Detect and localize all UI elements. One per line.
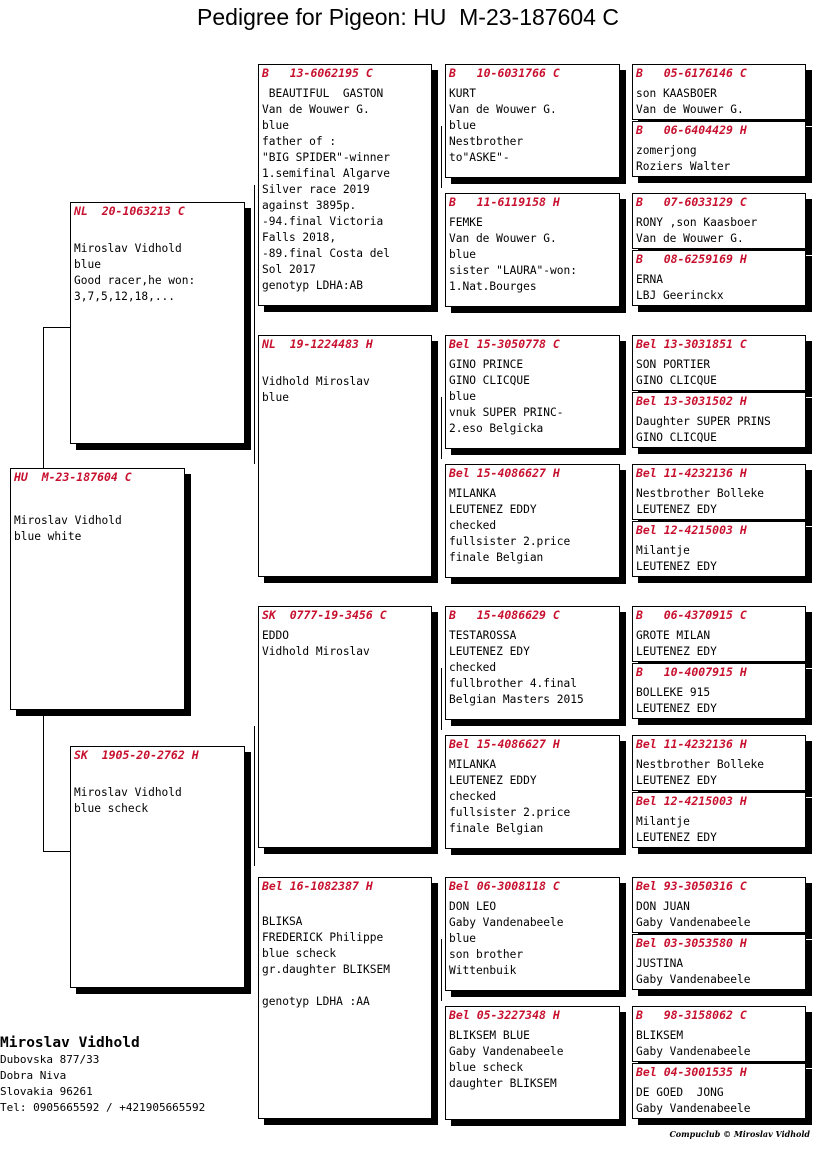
pigeon-card-g4-12 <box>632 792 806 848</box>
pigeon-card-g4-3 <box>632 193 806 249</box>
pigeon-card-g4-5 <box>632 335 806 391</box>
ring-number: Bel 13-3031502 H <box>636 394 747 408</box>
pigeon-info <box>262 628 429 660</box>
pigeon-info <box>636 414 803 446</box>
info-line: Nestbrother Bolleke <box>636 487 764 500</box>
pigeon-info <box>449 486 617 566</box>
info-line: Miroslav Vidhold <box>74 242 182 255</box>
info-line: blue <box>74 258 101 271</box>
info-line: KURT <box>449 87 476 100</box>
info-line: genotyp LDHA :AA <box>262 995 370 1008</box>
footer-credit: Compuclub © Miroslav Vidhold <box>669 1129 810 1139</box>
ring-number: Bel 05-3227348 H <box>449 1008 560 1022</box>
pigeon-card-g4-11 <box>632 735 806 791</box>
pigeon-info <box>449 215 617 295</box>
info-line: blue <box>449 248 476 261</box>
info-line: GINO CLICQUE <box>449 374 530 387</box>
info-line: GINO CLICQUE <box>636 374 717 387</box>
ring-number: Bel 12-4215003 H <box>636 794 747 808</box>
pigeon-info <box>636 956 803 988</box>
pigeon-info <box>74 241 242 305</box>
connector-line <box>441 939 442 1001</box>
pigeon-info <box>262 86 429 294</box>
pigeon-card-g4-8 <box>632 521 806 577</box>
pigeon-card-ffm <box>445 193 620 307</box>
pigeon-card-mmm <box>445 1006 620 1120</box>
info-line: finale Belgian <box>449 822 544 835</box>
pigeon-info <box>449 757 617 837</box>
ring-number: NL 19-1224483 H <box>262 337 373 351</box>
pigeon-card-g4-4 <box>632 250 806 306</box>
info-line: fullsister 2.price <box>449 806 571 819</box>
pigeon-info <box>636 757 803 789</box>
info-line: ERNA <box>636 273 663 286</box>
pigeon-info <box>14 513 182 545</box>
pigeon-info <box>449 1028 617 1092</box>
info-line: blue <box>262 391 289 404</box>
ring-number: Bel 15-3050778 C <box>449 337 560 351</box>
pigeon-info <box>449 86 617 166</box>
info-line: MILANKA <box>449 487 497 500</box>
pigeon-info <box>636 486 803 518</box>
info-line: blue white <box>14 530 82 543</box>
pigeon-card-g4-13 <box>632 877 806 933</box>
pigeon-card-g4-10 <box>632 663 806 719</box>
ring-number: Bel 15-4086627 H <box>449 737 560 751</box>
info-line: vnuk SUPER PRINC- <box>449 406 564 419</box>
pigeon-card-mff <box>445 606 620 720</box>
owner-phone: Tel: 0905665592 / +421905665592 <box>0 1101 206 1114</box>
info-line: LEUTENEZ EDDY <box>449 503 537 516</box>
ring-number: B 13-6062195 C <box>262 66 373 80</box>
connector-line <box>441 397 442 459</box>
info-line: against 3895p. <box>262 199 357 212</box>
pigeon-info <box>636 685 803 717</box>
ring-number: B 11-6119158 H <box>449 195 560 209</box>
info-line: "BIG SPIDER"-winner <box>262 151 390 164</box>
pigeon-info <box>636 357 803 389</box>
info-line: blue scheck <box>74 802 149 815</box>
pigeon-card-g4-16 <box>632 1063 806 1119</box>
info-line: Good racer,he won: <box>74 274 196 287</box>
info-line: Gaby Vandenabeele <box>636 1045 751 1058</box>
ring-number: B 06-4370915 C <box>636 608 747 622</box>
info-line: to"ASKE"- <box>449 151 510 164</box>
ring-number: B 06-6404429 H <box>636 123 747 137</box>
pigeon-card-fmm <box>445 464 620 578</box>
pigeon-card-subject <box>10 468 185 710</box>
pigeon-info <box>636 814 803 846</box>
info-line: DE GOED JONG <box>636 1086 724 1099</box>
ring-number: B 08-6259169 H <box>636 252 747 266</box>
pigeon-info <box>449 899 617 979</box>
info-line: DON LEO <box>449 900 497 913</box>
info-line: Nestbrother <box>449 135 524 148</box>
connector-line <box>441 126 442 188</box>
info-line: Belgian Masters 2015 <box>449 693 584 706</box>
ring-number: B 10-6031766 C <box>449 66 560 80</box>
info-line: JUSTINA <box>636 957 684 970</box>
info-line: fullbrother 4.final <box>449 677 577 690</box>
pigeon-card-ff <box>258 64 432 306</box>
info-line: Van de Wouwer G. <box>449 103 557 116</box>
connector-line <box>43 851 71 852</box>
info-line: blue scheck <box>262 947 337 960</box>
info-line: BLIKSEM BLUE <box>449 1029 530 1042</box>
info-line: TESTAROSSA <box>449 629 517 642</box>
owner-country: Slovakia 96261 <box>0 1085 93 1098</box>
info-line: daughter BLIKSEM <box>449 1077 557 1090</box>
info-line: Sol 2017 <box>262 263 316 276</box>
info-line: RONY ,son Kaasboer <box>636 216 758 229</box>
info-line: checked <box>449 661 497 674</box>
connector-line <box>441 668 442 730</box>
info-line: EDDO <box>262 629 289 642</box>
info-line: GINO CLICQUE <box>636 431 717 444</box>
pigeon-card-mf <box>258 606 432 848</box>
info-line: 1.Nat.Bourges <box>449 280 537 293</box>
ring-number: B 15-4086629 C <box>449 608 560 622</box>
info-line: LEUTENEZ EDY <box>636 503 717 516</box>
owner-address: Dubovska 877/33 <box>0 1053 100 1066</box>
info-line: blue <box>449 390 476 403</box>
info-line: zomerjong <box>636 144 697 157</box>
ring-number: B 05-6176146 C <box>636 66 747 80</box>
ring-number: NL 20-1063213 C <box>74 204 185 218</box>
pigeon-card-mm <box>258 877 432 1119</box>
info-line: GROTE MILAN <box>636 629 711 642</box>
pigeon-info <box>262 374 429 406</box>
pigeon-card-fm <box>258 335 432 577</box>
info-line: Gaby Vandenabeele <box>636 973 751 986</box>
ring-number: Bel 11-4232136 H <box>636 737 747 751</box>
info-line: BLIKSEM <box>636 1029 684 1042</box>
pigeon-card-mfm <box>445 735 620 849</box>
info-line: LEUTENEZ EDY <box>449 645 530 658</box>
info-line: MILANKA <box>449 758 497 771</box>
ring-number: Bel 06-3008118 C <box>449 879 560 893</box>
info-line: sister "LAURA"-won: <box>449 264 577 277</box>
info-line: BLIKSA <box>262 915 303 928</box>
info-line: Milantje <box>636 815 690 828</box>
owner-info <box>0 1034 205 1116</box>
pigeon-card-g4-14 <box>632 934 806 990</box>
info-line: blue <box>449 932 476 945</box>
info-line: Gaby Vandenabeele <box>449 916 564 929</box>
pigeon-info <box>636 1085 803 1117</box>
info-line: Milantje <box>636 544 690 557</box>
info-line: Silver race 2019 <box>262 183 370 196</box>
info-line: blue scheck <box>449 1061 524 1074</box>
ring-number: Bel 15-4086627 H <box>449 466 560 480</box>
info-line: LEUTENEZ EDY <box>636 831 717 844</box>
info-line: finale Belgian <box>449 551 544 564</box>
info-line: BEAUTIFUL GASTON <box>262 87 384 100</box>
pigeon-info <box>262 914 429 1010</box>
connector-line <box>254 185 255 464</box>
ring-number: Bel 12-4215003 H <box>636 523 747 537</box>
page-title: Pedigree for Pigeon: HU M-23-187604 C <box>197 4 619 30</box>
info-line: Gaby Vandenabeele <box>449 1045 564 1058</box>
info-line: SON PORTIER <box>636 358 711 371</box>
info-line: son brother <box>449 948 524 961</box>
ring-number: B 10-4007915 H <box>636 665 747 679</box>
info-line: Van de Wouwer G. <box>262 103 370 116</box>
info-line: LEUTENEZ EDDY <box>449 774 537 787</box>
info-line: FEMKE <box>449 216 483 229</box>
ring-number: HU M-23-187604 C <box>14 470 132 484</box>
ring-number: Bel 11-4232136 H <box>636 466 747 480</box>
info-line: Gaby Vandenabeele <box>636 916 751 929</box>
info-line: 3,7,5,12,18,... <box>74 290 176 303</box>
pigeon-info <box>636 143 803 175</box>
pigeon-info <box>636 1028 803 1060</box>
info-line: LBJ Geerinckx <box>636 289 724 302</box>
info-line: gr.daughter BLIKSEM <box>262 963 390 976</box>
info-line: Miroslav Vidhold <box>74 786 182 799</box>
pigeon-info <box>449 628 617 708</box>
info-line: DON JUAN <box>636 900 690 913</box>
ring-number: B 98-3158062 C <box>636 1008 747 1022</box>
pigeon-card-fff <box>445 64 620 178</box>
pigeon-info <box>74 785 242 817</box>
connector-line <box>43 709 44 851</box>
info-line: Wittenbuik <box>449 964 517 977</box>
info-line: LEUTENEZ EDY <box>636 645 717 658</box>
info-line: LEUTENEZ EDY <box>636 774 717 787</box>
pigeon-info <box>636 899 803 931</box>
info-line: Miroslav Vidhold <box>14 514 122 527</box>
info-line: Nestbrother Bolleke <box>636 758 764 771</box>
pigeon-info <box>449 357 617 437</box>
info-line: Falls 2018, <box>262 231 337 244</box>
pigeon-card-g4-6 <box>632 392 806 448</box>
pigeon-info <box>636 272 803 304</box>
connector-line <box>43 327 44 469</box>
info-line: GINO PRINCE <box>449 358 524 371</box>
info-line: fullsister 2.price <box>449 535 571 548</box>
ring-number: Bel 16-1082387 H <box>262 879 373 893</box>
info-line: LEUTENEZ EDY <box>636 560 717 573</box>
pigeon-card-father <box>70 202 245 444</box>
info-line: LEUTENEZ EDY <box>636 702 717 715</box>
pigeon-card-g4-9 <box>632 606 806 662</box>
info-line: 2.eso Belgicka <box>449 422 544 435</box>
ring-number: Bel 13-3031851 C <box>636 337 747 351</box>
pigeon-card-g4-2 <box>632 121 806 177</box>
connector-line <box>43 327 71 328</box>
ring-number: Bel 04-3001535 H <box>636 1065 747 1079</box>
ring-number: Bel 93-3050316 C <box>636 879 747 893</box>
ring-number: B 07-6033129 C <box>636 195 747 209</box>
info-line: BOLLEKE 915 <box>636 686 711 699</box>
info-line: Van de Wouwer G. <box>636 103 744 116</box>
info-line: Roziers Walter <box>636 160 731 173</box>
pigeon-info <box>636 215 803 247</box>
info-line: blue <box>262 119 289 132</box>
info-line: blue <box>449 119 476 132</box>
pigeon-card-g4-15 <box>632 1006 806 1062</box>
owner-name: Miroslav Vidhold <box>0 1035 140 1051</box>
info-line <box>262 978 429 994</box>
connector-line <box>254 726 255 866</box>
info-line: son KAASBOER <box>636 87 717 100</box>
info-line: Vidhold Miroslav <box>262 645 370 658</box>
info-line: genotyp LDHA:AB <box>262 279 364 292</box>
ring-number: SK 0777-19-3456 C <box>262 608 387 622</box>
pigeon-card-mmf <box>445 877 620 991</box>
info-line: checked <box>449 519 497 532</box>
info-line: -94.final Victoria <box>262 215 384 228</box>
info-line: father of : <box>262 135 337 148</box>
info-line: checked <box>449 790 497 803</box>
info-line: Van de Wouwer G. <box>636 232 744 245</box>
owner-city: Dobra Niva <box>0 1069 67 1082</box>
info-line: Vidhold Miroslav <box>262 375 370 388</box>
ring-number: SK 1905-20-2762 H <box>74 748 199 762</box>
pigeon-info <box>636 628 803 660</box>
info-line: Gaby Vandenabeele <box>636 1102 751 1115</box>
pigeon-card-fmf <box>445 335 620 449</box>
info-line: -89.final Costa del <box>262 247 390 260</box>
pigeon-card-g4-1 <box>632 64 806 120</box>
info-line: FREDERICK Philippe <box>262 931 384 944</box>
info-line: Van de Wouwer G. <box>449 232 557 245</box>
pigeon-card-mother <box>70 746 245 988</box>
ring-number: Bel 03-3053580 H <box>636 936 747 950</box>
info-line: 1.semifinal Algarve <box>262 167 390 180</box>
pigeon-info <box>636 543 803 575</box>
pigeon-card-g4-7 <box>632 464 806 520</box>
info-line: Daughter SUPER PRINS <box>636 415 771 428</box>
pigeon-info <box>636 86 803 118</box>
